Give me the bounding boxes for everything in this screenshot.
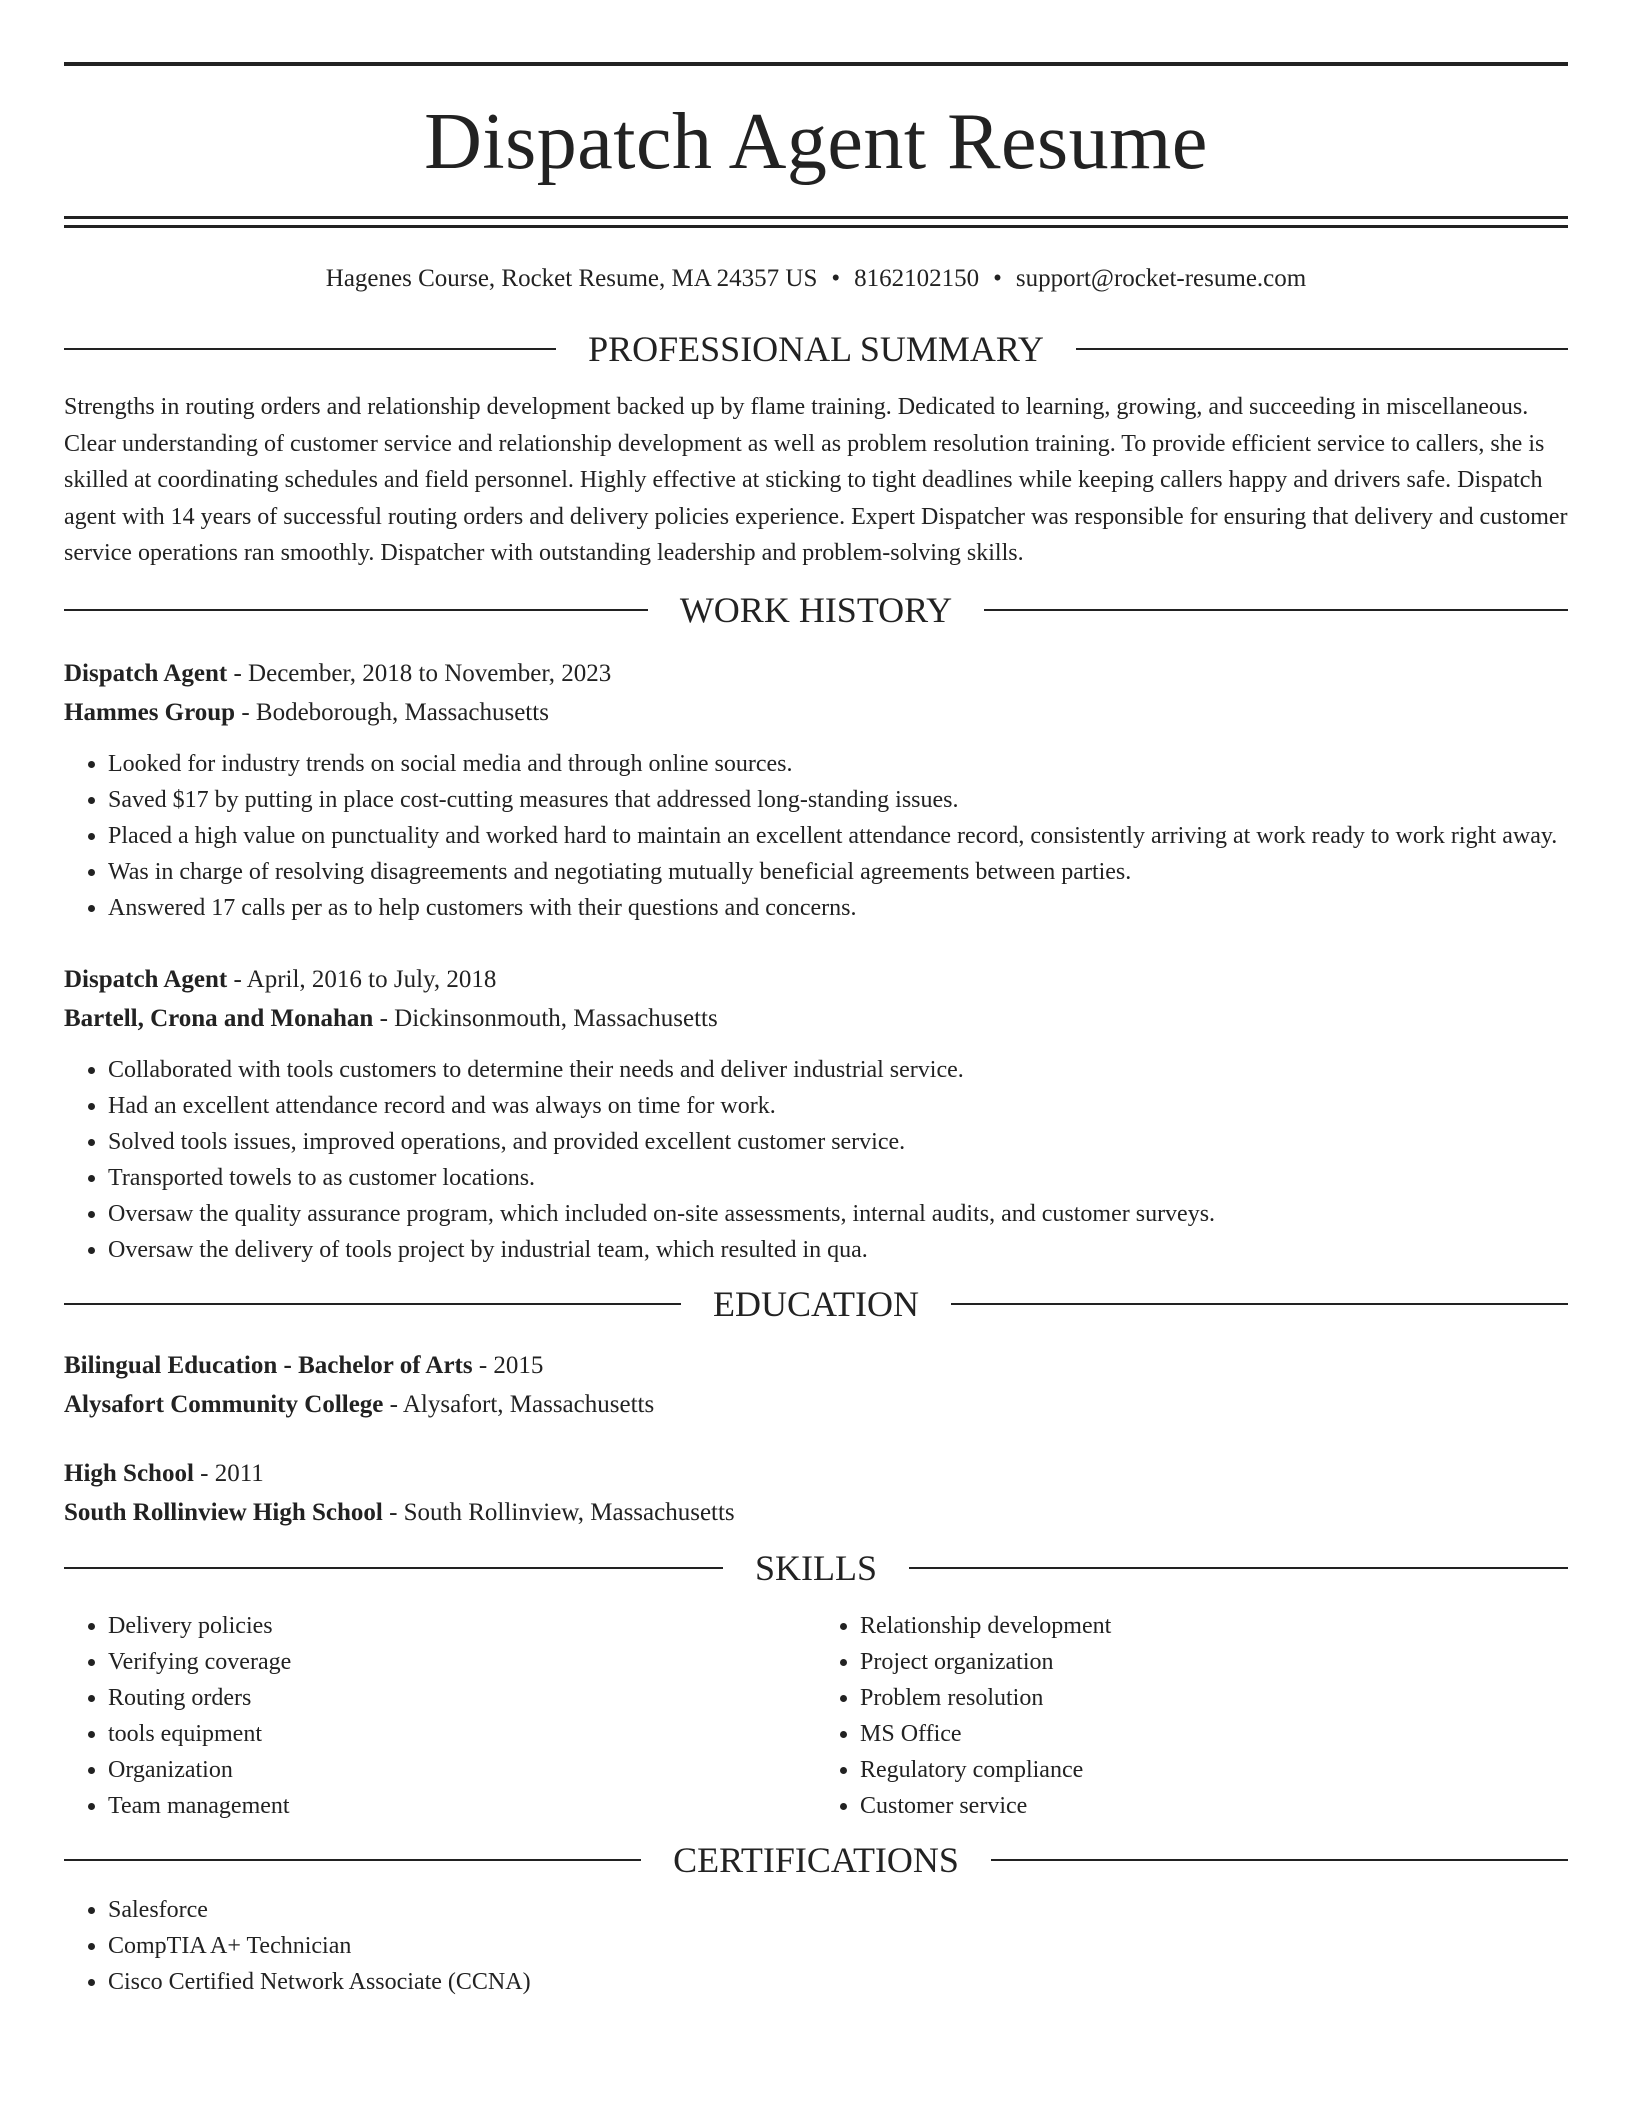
list-item: • Saved $17 by putting in place cost-cutting measures that addressed long-standing issues.	[108, 782, 1568, 818]
job-company: Hammes Group	[64, 698, 236, 726]
section-header-education	[64, 1283, 1568, 1324]
list-item: • Was in charge of resolving disagreements and negotiating mutually beneficial agreements between parties.	[108, 854, 1568, 890]
list-item: • Transported towels to as customer locations.	[108, 1160, 1568, 1196]
skill-item: • tools equipment	[108, 1716, 816, 1752]
skills-grid	[64, 1608, 1568, 1824]
section-rule	[984, 609, 1568, 611]
skill-item: • MS Office	[860, 1716, 1568, 1752]
section-title: PROFESSIONAL SUMMARY	[588, 329, 1044, 369]
job-role: Dispatch Agent	[64, 965, 228, 993]
list-item: • Answered 17 calls per as to help customers with their questions and concerns.	[108, 890, 1568, 926]
certifications-list	[64, 1892, 1568, 2000]
section-rule	[64, 609, 648, 611]
job-entry	[64, 654, 1568, 926]
section-title: WORK HISTORY	[679, 589, 953, 630]
section-title: EDUCATION	[713, 1283, 919, 1324]
skill-item: • Delivery policies	[108, 1608, 816, 1644]
list-item: • Collaborated with tools customers to determine their needs and deliver industrial service.	[108, 1052, 1568, 1088]
education-year: - 2011	[193, 1459, 264, 1487]
certification-item: • Cisco Certified Network Associate (CCNA)	[108, 1964, 1568, 2000]
list-item: • Placed a high value on punctuality and worked hard to maintain an excellent attendance record, consistently arriving at work ready to work right away.	[108, 818, 1568, 854]
education-location: - Alysafort, Massachusetts	[383, 1390, 655, 1418]
education-institution	[64, 1493, 1568, 1532]
skill-item: • Team management	[108, 1788, 816, 1824]
section-header-skills	[64, 1547, 1568, 1588]
list-item: • Solved tools issues, improved operations, and provided excellent customer service.	[108, 1124, 1568, 1160]
section-title: SKILLS	[755, 1547, 878, 1588]
section-rule	[64, 1303, 681, 1305]
skill-item: • Project organization	[860, 1644, 1568, 1680]
skill-item: • Relationship development	[860, 1608, 1568, 1644]
education-degree: Bilingual Education - Bachelor of Arts	[64, 1351, 473, 1379]
section-header-certifications	[64, 1839, 1568, 1880]
skill-item: • Verifying coverage	[108, 1644, 816, 1680]
summary-text: Strengths in routing orders and relationship development backed up by flame training. Dedicated to learning, growing, and succeeding in miscellaneous. Clear understanding of customer service and relationship development as well as problem resolution training. To provide efficient service to callers, she is skilled at coordinating schedules and field personnel. Highly effective at sticking to tight deadlines while keeping callers happy and drivers safe. Dispatch agent with 14 years of successful routing orders and delivery policies experience. Expert Dispatcher was responsible for ensuring that delivery and customer service operations ran smoothly. Dispatcher with outstanding leadership and problem-solving skills.	[64, 394, 1568, 566]
list-item: • Oversaw the quality assurance program, which included on-site assessments, internal audits, and customer surveys.	[108, 1196, 1568, 1232]
section-rule	[64, 348, 556, 350]
section-rule	[951, 1303, 1568, 1305]
job-employer	[64, 999, 1568, 1038]
education-location: - South Rollinview, Massachusetts	[382, 1498, 735, 1526]
contact-separator: •	[993, 265, 1002, 292]
education-school: Alysafort Community College	[64, 1390, 384, 1418]
job-company: Bartell, Crona and Monahan	[64, 1004, 374, 1032]
education-degree: High School	[64, 1459, 194, 1487]
section-rule	[991, 1859, 1568, 1861]
section-rule	[64, 1859, 641, 1861]
job-location: - Bodeborough, Massachusetts	[235, 698, 549, 726]
contact-address: Hagenes Course, Rocket Resume, MA 24357 US	[325, 265, 818, 292]
section-rule	[909, 1567, 1568, 1569]
top-rule	[64, 62, 1568, 66]
list-item: • Had an excellent attendance record and was always on time for work.	[108, 1088, 1568, 1124]
section-rule	[64, 1567, 723, 1569]
section-header-summary	[64, 331, 1568, 367]
education-entry	[64, 1346, 1568, 1424]
list-item: • Oversaw the delivery of tools project by industrial team, which resulted in qua.	[108, 1232, 1568, 1268]
job-bullets	[64, 746, 1568, 926]
skill-item: • Regulatory compliance	[860, 1752, 1568, 1788]
list-item: • Looked for industry trends on social media and through online sources.	[108, 746, 1568, 782]
education-heading	[64, 1454, 1568, 1493]
job-role: Dispatch Agent	[64, 659, 228, 687]
education-heading	[64, 1346, 1568, 1385]
section-rule	[1076, 348, 1568, 350]
double-rule	[64, 216, 1568, 228]
section-title: CERTIFICATIONS	[673, 1839, 959, 1880]
job-bullets	[64, 1052, 1568, 1268]
education-entry	[64, 1454, 1568, 1532]
education-institution	[64, 1385, 1568, 1424]
contact-separator: •	[831, 265, 841, 292]
job-entry	[64, 960, 1568, 1268]
skills-list-left	[64, 1608, 816, 1824]
job-heading	[64, 654, 1568, 693]
certification-item: • Salesforce	[108, 1892, 1568, 1928]
education-school: South Rollinview High School	[64, 1498, 383, 1526]
contact-line	[64, 266, 1568, 291]
contact-email[interactable]: support@rocket-resume.com	[1015, 265, 1307, 292]
job-employer	[64, 693, 1568, 732]
skill-item: • Routing orders	[108, 1680, 816, 1716]
certification-item: • CompTIA A+ Technician	[108, 1928, 1568, 1964]
job-location: - Dickinsonmouth, Massachusetts	[373, 1004, 718, 1032]
resume-title: Dispatch Agent Resume	[424, 98, 1208, 186]
skill-item: • Customer service	[860, 1788, 1568, 1824]
education-year: - 2015	[472, 1351, 544, 1379]
skill-item: • Organization	[108, 1752, 816, 1788]
job-dates: - December, 2018 to November, 2023	[227, 659, 612, 687]
contact-phone[interactable]: 8162102150	[854, 265, 980, 292]
job-heading	[64, 960, 1568, 999]
skills-list-right	[816, 1608, 1568, 1824]
skill-item: • Problem resolution	[860, 1680, 1568, 1716]
section-header-work	[64, 589, 1568, 630]
job-dates: - April, 2016 to July, 2018	[227, 965, 497, 993]
